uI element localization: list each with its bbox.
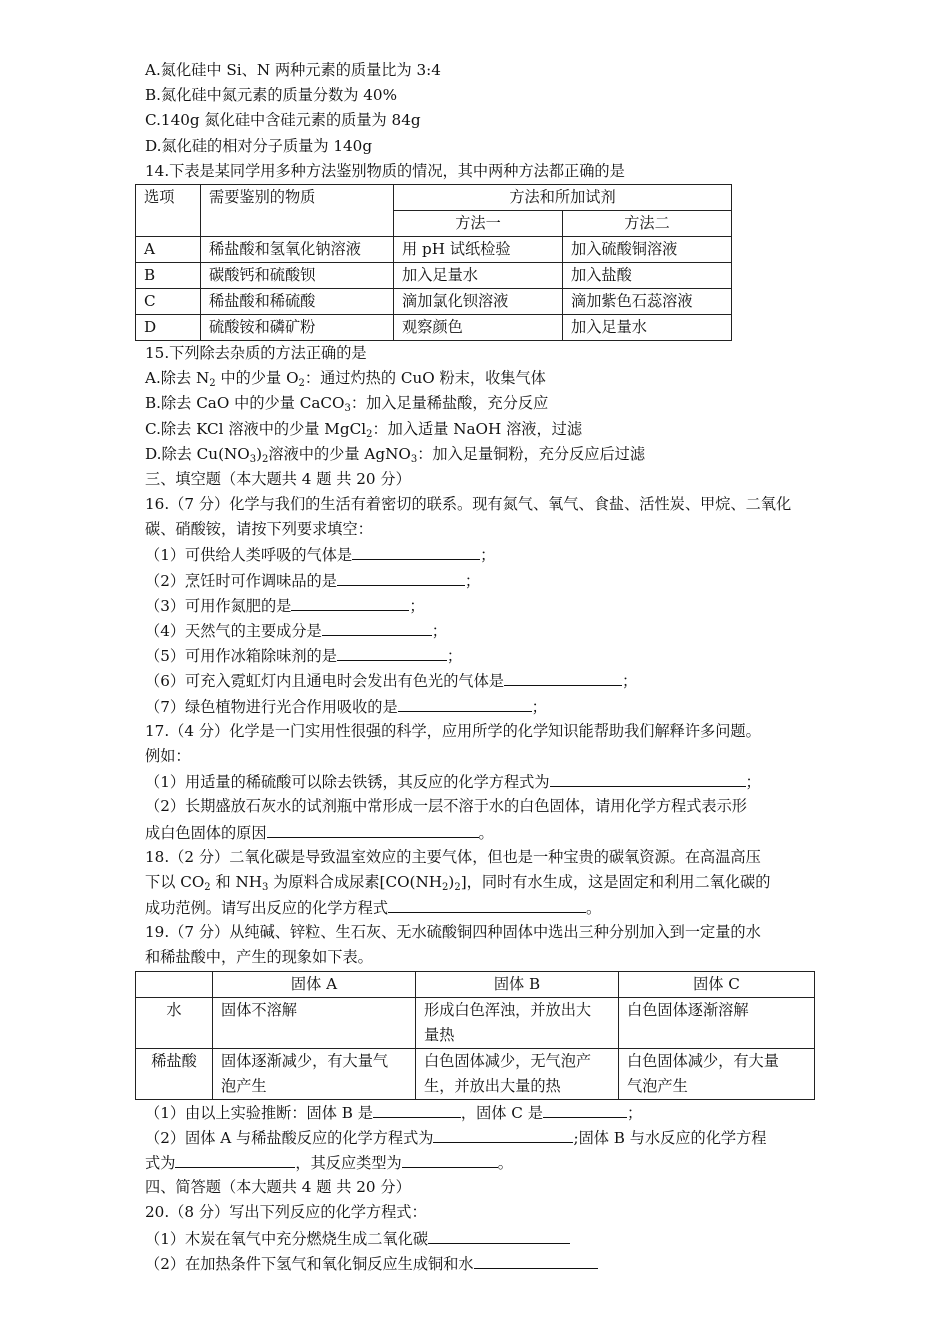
q16-item: （2）烹饪时可作调味品的是 ； <box>145 568 815 593</box>
q14-cell: 用 pH 试纸检验 <box>394 236 563 262</box>
q15-option-b: B.除去 CaO 中的少量 CaCO$_3$：加入足量稀盐酸，充分反应 <box>145 394 549 415</box>
section-4-heading: 四、简答题（本大题共 4 题 共 20 分） <box>145 1178 411 1197</box>
table-row <box>136 262 732 288</box>
answer-blank[interactable] <box>373 1100 461 1118</box>
q14-table <box>135 184 732 341</box>
table-row <box>136 997 815 1048</box>
q16-item: （4）天然气的主要成分是 ； <box>145 618 815 643</box>
table-row <box>136 236 732 262</box>
q14-cell: 滴加紫色石蕊溶液 <box>563 288 732 314</box>
q16-stem-line1: 16.（7 分）化学与我们的生活有着密切的联系。现有氮气、氧气、食盐、活性炭、甲烷、二氧化 <box>145 495 792 514</box>
q17-item-2b: 成白色固体的原因 。 <box>145 820 815 845</box>
answer-blank[interactable] <box>402 1150 498 1168</box>
q19-header-b: 固体 B <box>416 971 619 997</box>
table-row <box>136 314 732 340</box>
q19-item-1: （1）由以上实验推断：固体 B 是 ，固体 C 是 ； <box>145 1100 815 1125</box>
q14-cell: 滴加氯化钡溶液 <box>394 288 563 314</box>
q20-item-1: （1）木炭在氧气中充分燃烧生成二氧化碳 <box>145 1226 815 1251</box>
q14-header-substance: 需要鉴别的物质 <box>201 184 394 236</box>
q14-cell: A <box>136 236 201 262</box>
q14-header-method2: 方法二 <box>563 210 732 236</box>
q14-cell: D <box>136 314 201 340</box>
q14-cell: C <box>136 288 201 314</box>
answer-blank[interactable] <box>337 568 465 586</box>
answer-blank[interactable] <box>474 1251 598 1269</box>
answer-blank[interactable] <box>550 769 746 787</box>
q17-item-1: （1）用适量的稀硫酸可以除去铁锈，其反应的化学方程式为 ； <box>145 769 815 794</box>
answer-blank[interactable] <box>337 643 447 661</box>
q20-item-2: （2）在加热条件下氢气和氧化铜反应生成铜和水 <box>145 1251 815 1276</box>
q14-header-methods: 方法和所加试剂 <box>394 184 732 210</box>
q14-cell: 稀盐酸和氢氧化钠溶液 <box>201 236 394 262</box>
q14-header-option: 选项 <box>136 184 201 236</box>
q15-option-d: D.除去 $Cu(NO_3)_2$溶液中的少量 AgNO$_3$：加入足量铜粉，充分反应后过滤 <box>145 444 645 465</box>
q19-header-c: 固体 C <box>619 971 815 997</box>
q18-line2: 下以 $CO_2$ 和 $NH_3$ 为原料合成尿素$[CO(NH_2)_2]$，同时有水生成，这是固定和利用二氧化碳的 <box>145 872 771 893</box>
q17-stem-line2: 例如： <box>145 746 191 765</box>
q19-cell: 固体逐渐减少，有大量气 泡产生 <box>213 1048 416 1099</box>
q19-item-2a: （2）固体 A 与稀盐酸反应的化学方程式为 ;固体 B 与水反应的化学方程 <box>145 1125 815 1150</box>
q19-header-blank <box>136 971 213 997</box>
q13-option-c: C.140g 氮化硅中含硅元素的质量为 84g <box>145 111 421 130</box>
q19-row-label: 水 <box>136 997 213 1048</box>
q19-cell: 白色固体减少，无气泡产 生，并放出大量的热 <box>416 1048 619 1099</box>
answer-blank[interactable] <box>352 542 480 560</box>
q14-header-method1: 方法一 <box>394 210 563 236</box>
q16-item: （1）可供给人类呼吸的气体是 ； <box>145 542 815 567</box>
q16-stem-line2: 碳、硝酸铵，请按下列要求填空： <box>145 520 373 539</box>
table-row <box>136 288 732 314</box>
q17-stem-line1: 17.（4 分）化学是一门实用性很强的科学，应用所学的化学知识能帮助我们解释许多问题。 <box>145 721 761 740</box>
q19-header-a: 固体 A <box>213 971 416 997</box>
q19-table <box>135 971 815 1100</box>
q16-item: （7）绿色植物进行光合作用吸收的是 ； <box>145 694 815 719</box>
q19-stem-line1: 19.（7 分）从纯碱、锌粒、生石灰、无水硫酸铜四种固体中选出三种分别加入到一定量的水 <box>145 923 761 942</box>
q14-stem: 14.下表是某同学用多种方法鉴别物质的情况，其中两种方法都正确的是 <box>145 161 625 180</box>
q16-item: （5）可用作冰箱除味剂的是 ； <box>145 643 815 668</box>
q16-item: （3）可用作氮肥的是 ； <box>145 593 815 618</box>
answer-blank[interactable] <box>504 668 622 686</box>
q19-row-label: 稀盐酸 <box>136 1048 213 1099</box>
answer-blank[interactable] <box>433 1125 573 1143</box>
q14-cell: 碳酸钙和硫酸钡 <box>201 262 394 288</box>
q13-option-a: A.氮化硅中 Si、N 两种元素的质量比为 3:4 <box>145 61 441 79</box>
q20-stem: 20.（8 分）写出下列反应的化学方程式： <box>145 1203 427 1222</box>
q18-line3: 成功范例。请写出反应的化学方程式 。 <box>145 895 815 920</box>
q19-item-2b: 式为 ，其反应类型为 。 <box>145 1150 815 1175</box>
q13-option-b: B.氮化硅中氮元素的质量分数为 40% <box>145 86 398 105</box>
table-row <box>136 1048 815 1099</box>
answer-blank[interactable] <box>428 1226 570 1244</box>
exam-page <box>145 58 815 1276</box>
q14-cell: 加入足量水 <box>394 262 563 288</box>
q19-stem-line2: 和稀盐酸中，产生的现象如下表。 <box>145 948 373 967</box>
q19-cell: 白色固体减少，有大量 气泡产生 <box>619 1048 815 1099</box>
answer-blank[interactable] <box>267 820 479 838</box>
q14-cell: 加入盐酸 <box>563 262 732 288</box>
q13-option-d: D.氮化硅的相对分子质量为 140g <box>145 136 373 155</box>
q15-option-a: A.除去 $N_2$ 中的少量 $O_2$：通过灼热的 CuO 粉末，收集气体 <box>145 369 546 390</box>
q14-cell: 稀盐酸和稀硫酸 <box>201 288 394 314</box>
q15-stem: 15.下列除去杂质的方法正确的是 <box>145 343 367 362</box>
section-3-heading: 三、填空题（本大题共 4 题 共 20 分） <box>145 469 411 488</box>
q14-cell: 观察颜色 <box>394 314 563 340</box>
q19-cell: 固体不溶解 <box>213 997 416 1048</box>
answer-blank[interactable] <box>388 895 586 913</box>
q15-option-c: C.除去 KCl 溶液中的少量 MgCl$_2$：加入适量 NaOH 溶液，过滤 <box>145 419 583 440</box>
q17-item-2a: （2）长期盛放石灰水的试剂瓶中常形成一层不溶于水的白色固体，请用化学方程式表示形 <box>145 797 747 816</box>
answer-blank[interactable] <box>291 593 409 611</box>
q14-cell: 硫酸铵和磷矿粉 <box>201 314 394 340</box>
q16-item: （6）可充入霓虹灯内且通电时会发出有色光的气体是 ； <box>145 668 815 693</box>
q19-cell: 白色固体逐渐溶解 <box>619 997 815 1048</box>
answer-blank[interactable] <box>322 618 432 636</box>
q14-cell: 加入足量水 <box>563 314 732 340</box>
q14-cell: 加入硫酸铜溶液 <box>563 236 732 262</box>
answer-blank[interactable] <box>398 694 532 712</box>
q14-cell: B <box>136 262 201 288</box>
answer-blank[interactable] <box>543 1100 627 1118</box>
q19-cell: 形成白色浑浊，并放出大 量热 <box>416 997 619 1048</box>
answer-blank[interactable] <box>175 1150 295 1168</box>
q18-line1: 18.（2 分）二氧化碳是导致温室效应的主要气体，但也是一种宝贵的碳氧资源。在高温高压 <box>145 847 761 866</box>
